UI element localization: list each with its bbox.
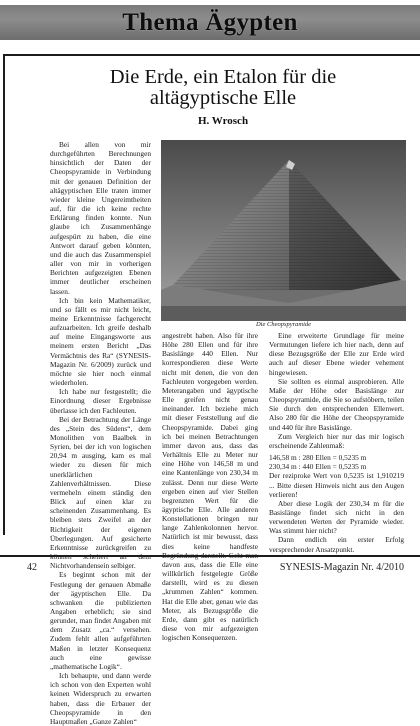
paragraph: Ich behaupte, und dann werde ich schon von den Experten wohl keinen Widerspruch zu erwarten haben, dass die Erbauer der Cheopspyramide in den Hauptmaßen „Ganze Zahlen“ — [50, 671, 151, 726]
paragraph: Ich bin kein Mathematiker, und so fällt es mir nicht leicht, meine Erkenntnisse fachgerecht aufzuarbeiten. Ich greife deshalb auf meine Eingangsworte aus meinem ersten Bericht „Das Vermächtnis des Ra“ (SYNESIS-Magazin Nr. 6/2009) zurück und möchte sie hier noch einmal wiederholen. — [50, 295, 151, 388]
headline-line-1: Die Erde, ein Etalon für die — [109, 66, 337, 88]
photo-caption: Die Cheopspyramide — [255, 321, 312, 328]
text-column-3 — [269, 331, 404, 554]
equation-base: 230,34 m : 440 Ellen = 0,5235 m — [269, 462, 367, 472]
headline-line-2: altägyptische Elle — [149, 87, 297, 109]
text-column-1 — [50, 140, 151, 726]
magazine-issue: SYNESIS-Magazin Nr. 4/2010 — [279, 562, 404, 573]
paragraph: angestrebt haben. Also für ihre Höhe 280 Ellen und für ihre Basislänge 440 Ellen. Nur korrespondieren diese Werte nicht mit denen, die von den Fachleuten vorgegeben werden. Meterangaben und ägyptische Elle greifen nicht genau ineinander. Ich beziehe mich mit dieser Feststellung auf die Cheopspyramide. Dabei ging ich bei meinen Betrachtungen immer davon aus, dass das Verhältnis Elle zu Meter nur eine Höhe von 146,58 m und eine Kantenlänge von 230,34 m zulässt. Denn nur diese Werte ergeben einen auf vier Stellen begrenzten Wert für die ägyptische Elle. Alle anderen Konstellationen bringen nur lange Zahlenkolonnen hervor. Natürlich ist mir bewusst, dass dies keine handfeste davon aus, dass die Elle eine willkürlich festgelegte Größe darstellt, wird es zu diesen „krummen Zahlen“ kommen. Hat die Elle aber, genau wie das Meter, als Bezugsgröße die Erde, dann gibt es natürlich diese von mir aufgezeigten logischen Konsequenzen. — [162, 331, 258, 643]
paragraph: Sie sollten es einmal ausprobieren. Alle Maße der Höhe oder Basislänge zur Cheopspyramide, die Sie so aufstöbern, teilen Sie durch den entsprechenden Ellenwert. Also 280 für die Höhe der Cheopspyramide und 440 für ihre Basislänge. — [269, 376, 404, 432]
article-headline — [30, 67, 416, 109]
article-author: H. Wrosch — [197, 115, 249, 127]
paragraph: Bei allen von mir durchgeführten Berechnungen hinsichtlich der Daten der Cheopspyramide in Verbindung mit der genauen Definition der altägyptischen Elle traten immer wieder kleine Ungereimtheiten auf, für die ich keine rechte Erklärung finden konnte. Nun glaube ich Zusammenhänge aufgespürt zu haben, die eine Antwort darauf geben könnten, und die auch das Zusammenspiel aller von mir in vorherigen Berichten aufgezeigten Ebenen immer deutlicher erscheinen lassen. — [50, 140, 151, 296]
top-rule — [3, 54, 420, 56]
paragraph: Dann endlich ein erster Erfolg versprechender Ansatzpunkt. — [269, 535, 404, 554]
left-rule — [3, 54, 5, 535]
pyramid-image — [161, 140, 406, 321]
paragraph: Eine erweiterte Grundlage für meine Vermutungen liefere ich hier nach, denn auf diese Bezugsgröße der Elle zur Erde wird auch auf dieser Ebene wieder vehement hingewiesen. — [269, 331, 404, 377]
page-number: 42 — [27, 562, 37, 573]
paragraph: Ich habe nur festgestellt; die Einordnung dieser Ergebnisse überlasse ich den Fachleuten. — [50, 387, 151, 415]
text-column-2 — [162, 331, 258, 642]
paragraph: Aber diese Logik der 230,34 m für die Basislänge findet sich nicht in den verwendeten Werten der Pyramide wieder. Was stimmt hier nicht? — [269, 498, 404, 536]
footer-rule — [0, 555, 420, 557]
paragraph: Es beginnt schon mit der Festlegung der genauen Abmaße der ägyptischen Elle. Da schwanken die publizierten Angaben erheblich; sie sind gerundet, man findet Angaben mit dem Zusatz „ca.“ versehen. Zudem fehlt allen aufgeführten Maßen in letzter Konsequenz auch eine gewisse „mathematische Logik“. — [50, 570, 151, 671]
sand — [161, 306, 406, 321]
section-title: Thema Ägypten — [122, 9, 298, 36]
paragraph: Bei der Betrachtung der Länge des „Stein des Südens“, dem Monolithen von Baalbek in Syrien, bei der ich von logischen 20,94 m ausging, kam es mal wieder zu diesen für mich unerklärlichen Zahlenverhältnissen. Diese vermeheln einem ständig den Blick auf einen klar zu scheinenden Zusammenhang. Es bleiben stets Zweifel an der Richtigkeit der eigenen Überlegungen. Auf gesicherte Erkenntnisse zurückgreifen zu Nichtvorhandensein selbiger. — [50, 414, 151, 571]
pyramid-photo — [161, 140, 406, 321]
paragraph: Zum Vergleich hier nur das mir logisch erscheinende Zahlenmaß: — [269, 431, 404, 450]
paragraph: Der reziproke Wert von 0,5235 ist 1,910219 ... Bitte diesen Hinweis nicht aus den Augen verlieren! — [269, 471, 404, 499]
equation-height: 146,58 m : 280 Ellen = 0,5235 m — [269, 453, 367, 463]
